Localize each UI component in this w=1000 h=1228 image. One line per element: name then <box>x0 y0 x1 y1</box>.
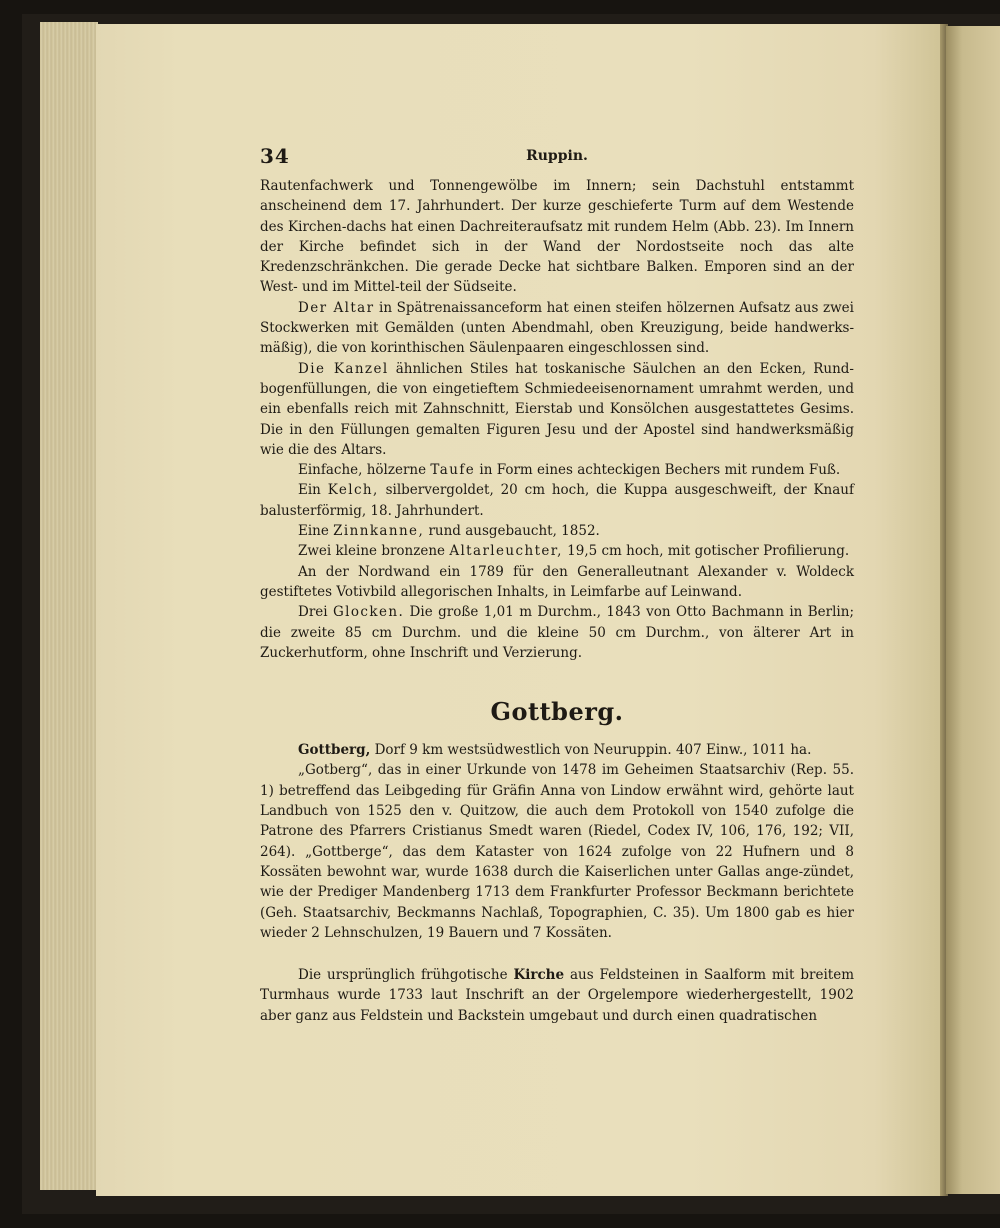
term-kirche: Kirche <box>513 967 565 984</box>
term-zinnkanne: Zinnkanne, <box>333 523 425 540</box>
term-kelch: Kelch, <box>327 482 379 499</box>
paragraph-altarleuchter-pre: Zwei kleine bronzene <box>298 543 450 560</box>
paragraph-kanzel <box>260 359 854 460</box>
paragraph-zinnkanne-pre: Eine <box>298 523 334 540</box>
term-taufe: Taufe <box>430 462 476 479</box>
paragraph-taufe-pre: Einfache, hölzerne <box>298 462 431 479</box>
section-intro <box>260 740 854 760</box>
paragraph-1: Rautenfachwerk und Tonnengewölbe im Innern; sein Dachstuhl entstammt anscheinend dem 17. Jahrhundert. Der kurze geschieferte Turm auf dem Westende des Kirchen-dachs hat einen Dachreiteraufsatz mit rundem Helm (Abb. 23). Im Innern der Kirche befindet sich in der Wand der Nordostseite noch das alte Kredenzschränkchen. Die gerade Decke hat sichtbare Balken. Emporen sind an der West- und im Mittel-teil der Südseite. <box>260 178 854 296</box>
paragraph-kelch-pre: Ein <box>298 482 328 499</box>
term-altar: Der Altar <box>298 299 375 316</box>
term-kanzel: Die Kanzel <box>298 360 389 377</box>
page-header <box>260 140 854 176</box>
paragraph-altar-text: in Spätrenaissanceform hat einen steifen hölzernen Aufsatz aus zwei Stockwerken mit Gemälden (unten Abendmahl, oben Kreuzigung, beide handwerks-mäßig), die von korinthischen Säulenpaaren eingeschlossen sind. <box>260 299 854 357</box>
section-title: Gottberg. <box>490 697 624 727</box>
page-number: 34 <box>260 144 290 168</box>
paragraph-altarleuchter-text: 19,5 cm hoch, mit gotischer Profilierung. <box>562 543 850 560</box>
section-intro-text: Dorf 9 km westsüdwestlich von Neuruppin. 407 Einw., 1011 ha. <box>370 742 812 759</box>
paragraph-glocken-text: Die große 1,01 m Durchm., 1843 von Otto Bachmann in Berlin; die zweite 85 cm Durchm. und die kleine 50 cm Durchm., von älterer Art in Zuckerhutform, ohne Inschrift und Verzierung. <box>260 604 854 661</box>
section-kirche-pre: Die ursprünglich frühgotische <box>298 967 514 984</box>
paragraph-kelch-text: silbervergoldet, 20 cm hoch, die Kuppa ausgeschweift, der Knauf balusterförmig, 18. Jahrhundert. <box>260 482 854 519</box>
paragraph-taufe-text: in Form eines achteckigen Bechers mit rundem Fuß. <box>475 462 841 479</box>
paragraph-zinnkanne <box>260 521 854 541</box>
running-head: Ruppin. <box>526 148 588 164</box>
term-glocken: Glocken. <box>333 604 405 621</box>
page-content <box>260 140 854 1026</box>
paragraph-altarleuchter <box>260 541 854 561</box>
paragraph-taufe <box>260 460 854 480</box>
facing-page <box>946 26 1000 1194</box>
page-edges <box>40 22 98 1190</box>
section-kirche-text: aus Feldsteinen in Saalform mit breitem Turmhaus wurde 1733 laut Inschrift an der Orgelempore wiederhergestellt, 1902 aber ganz aus Feldstein und Backstein umgebaut und durch einen quadratischen <box>260 967 854 1024</box>
paragraph-zinnkanne-text: rund ausgebaucht, 1852. <box>424 523 600 540</box>
term-gottberg: Gottberg, <box>298 742 371 759</box>
paragraph-glocken <box>260 602 854 663</box>
paragraph-votivbild: An der Nordwand ein 1789 für den Generalleutnant Alexander v. Woldeck gestiftetes Votivbild allegorischen Inhalts, in Leimfarbe auf Leinwand. <box>260 563 854 600</box>
paragraph-altar <box>260 298 854 359</box>
paragraph-kelch <box>260 480 854 521</box>
section-kirche <box>260 965 854 1026</box>
paragraph-gap <box>260 943 854 965</box>
paragraph-kanzel-text: ähnlichen Stiles hat toskanische Säulchen an den Ecken, Rund-bogenfüllungen, die von eingetieftem Schmiedeeisenornament umrahmt werden, und ein ebenfalls reich mit Zahnschnitt, Eierstab und Konsölchen ausgestattetes Gesims. Die in den Füllungen gemalten Figuren Jesu und der Apostel sind handwerksmäßig wie die des Altars. <box>260 360 854 458</box>
paragraph-glocken-pre: Drei <box>298 604 333 621</box>
term-altarleuchter: Altarleuchter, <box>449 543 563 560</box>
section-history: „Gotberg“, das in einer Urkunde von 1478 im Geheimen Staatsarchiv (Rep. 55. 1) betreffend das Leibgeding für Gräfin Anna von Lindow erwähnt wird, gehörte laut Landbuch von 1525 den v. Quitzow, die auch dem Protokoll von 1540 zufolge die Patrone des Pfarrers Cristianus Smedt waren (Riedel, Codex IV, 106, 176, 192; VII, 264). „Gottberge“, das dem Kataster von 1624 zufolge von 22 Hufnern und 8 Kossäten bewohnt war, wurde 1638 durch die Kaiserlichen unter Gallas ange-zündet, wie der Prediger Mandenberg 1713 dem Frankfurter Professor Beckmann berichtete (Geh. Staatsarchiv, Beckmanns Nachlaß, Topographien, C. 35). Um 1800 gab es hier wieder 2 Lehnschulzen, 19 Bauern und 7 Kossäten. <box>260 762 854 941</box>
